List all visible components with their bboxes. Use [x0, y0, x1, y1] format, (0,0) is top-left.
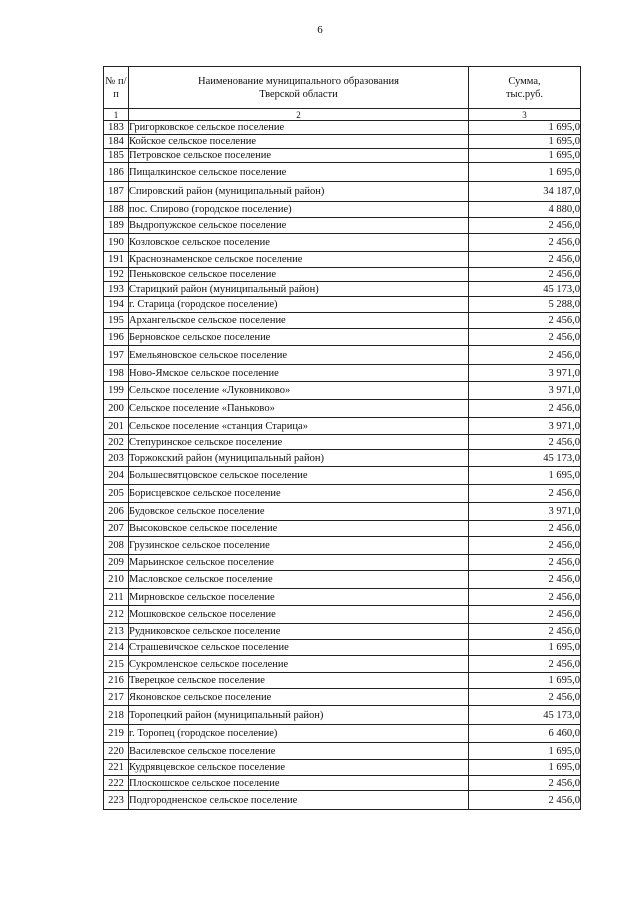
row-number: 217 [104, 689, 129, 706]
amount-value: 3 971,0 [469, 418, 581, 435]
table-row [104, 268, 581, 282]
municipality-name: Григорковское сельское поселение [129, 121, 469, 135]
row-number: 185 [104, 149, 129, 163]
amount-value: 2 456,0 [469, 234, 581, 252]
amount-value: 2 456,0 [469, 656, 581, 673]
row-number: 184 [104, 135, 129, 149]
municipality-name: Ново-Ямское сельское поселение [129, 365, 469, 382]
row-number: 194 [104, 297, 129, 313]
municipality-name: Старицкий район (муниципальный район) [129, 282, 469, 297]
table-row [104, 467, 581, 485]
amount-value: 2 456,0 [469, 555, 581, 571]
amount-value: 1 695,0 [469, 640, 581, 656]
municipality-name: Берновское сельское поселение [129, 329, 469, 346]
amount-value: 2 456,0 [469, 624, 581, 640]
row-number: 193 [104, 282, 129, 297]
municipality-name: пос. Спирово (городское поселение) [129, 202, 469, 218]
row-number: 221 [104, 760, 129, 776]
row-number: 189 [104, 218, 129, 234]
municipality-name: Подгородненское сельское поселение [129, 791, 469, 810]
municipality-name: Кудрявцевское сельское поселение [129, 760, 469, 776]
table-row [104, 234, 581, 252]
municipality-name: Сельское поселение «Паньково» [129, 400, 469, 418]
municipality-name: Торопецкий район (муниципальный район) [129, 706, 469, 725]
amount-value: 2 456,0 [469, 435, 581, 450]
table-row [104, 673, 581, 689]
municipality-name: Страшевичское сельское поселение [129, 640, 469, 656]
row-number: 192 [104, 268, 129, 282]
municipality-name: Торжокский район (муниципальный район) [129, 450, 469, 467]
amount-value: 45 173,0 [469, 706, 581, 725]
municipality-name: Козловское сельское поселение [129, 234, 469, 252]
municipality-name: Грузинское сельское поселение [129, 537, 469, 555]
amount-value: 2 456,0 [469, 606, 581, 624]
amount-value: 1 695,0 [469, 743, 581, 760]
amount-value: 2 456,0 [469, 218, 581, 234]
municipality-name: Яконовское сельское поселение [129, 689, 469, 706]
budget-table [103, 66, 581, 810]
municipality-name: Степуринское сельское поселение [129, 435, 469, 450]
table-row [104, 521, 581, 537]
municipality-name: Мирновское сельское поселение [129, 589, 469, 606]
header-sum-line2: тыс.руб. [505, 88, 544, 100]
amount-value: 2 456,0 [469, 537, 581, 555]
row-number: 209 [104, 555, 129, 571]
row-number: 191 [104, 252, 129, 268]
table-row [104, 182, 581, 202]
table-row [104, 776, 581, 791]
row-number: 201 [104, 418, 129, 435]
amount-value: 2 456,0 [469, 791, 581, 810]
municipality-name: г. Торопец (городское поселение) [129, 725, 469, 743]
table-row [104, 252, 581, 268]
amount-value: 2 456,0 [469, 346, 581, 365]
amount-value: 2 456,0 [469, 313, 581, 329]
municipality-name: Емельяновское сельское поселение [129, 346, 469, 365]
table-row [104, 149, 581, 163]
municipality-name: Сукромленское сельское поселение [129, 656, 469, 673]
table-row [104, 689, 581, 706]
amount-value: 2 456,0 [469, 485, 581, 503]
table-row [104, 503, 581, 521]
table-body [104, 121, 581, 810]
table-row [104, 297, 581, 313]
row-number: 206 [104, 503, 129, 521]
row-number: 205 [104, 485, 129, 503]
row-number: 220 [104, 743, 129, 760]
table-row [104, 282, 581, 297]
amount-value: 3 971,0 [469, 382, 581, 400]
table-header-row [104, 67, 581, 109]
row-number: 214 [104, 640, 129, 656]
municipality-name: Большесвятцовское сельское поселение [129, 467, 469, 485]
table-row [104, 400, 581, 418]
amount-value: 2 456,0 [469, 252, 581, 268]
row-number: 190 [104, 234, 129, 252]
row-number: 223 [104, 791, 129, 810]
municipality-name: Мошковское сельское поселение [129, 606, 469, 624]
header-sum [469, 67, 581, 109]
col-index-1: 1 [104, 109, 129, 121]
municipality-name: Петровское сельское поселение [129, 149, 469, 163]
row-number: 195 [104, 313, 129, 329]
table-row [104, 365, 581, 382]
municipality-name: Пеньковское сельское поселение [129, 268, 469, 282]
col-index-2: 2 [129, 109, 469, 121]
amount-value: 2 456,0 [469, 689, 581, 706]
table-row [104, 121, 581, 135]
amount-value: 1 695,0 [469, 673, 581, 689]
row-number: 207 [104, 521, 129, 537]
row-number: 188 [104, 202, 129, 218]
municipality-name: Василевское сельское поселение [129, 743, 469, 760]
row-number: 222 [104, 776, 129, 791]
municipality-name: Пищалкинское сельское поселение [129, 163, 469, 182]
table-row [104, 135, 581, 149]
table-row [104, 725, 581, 743]
amount-value: 1 695,0 [469, 467, 581, 485]
amount-value: 1 695,0 [469, 135, 581, 149]
amount-value: 2 456,0 [469, 571, 581, 589]
header-num-text: № п/п [105, 75, 127, 100]
table-row [104, 485, 581, 503]
municipality-name: Краснознаменское сельское поселение [129, 252, 469, 268]
amount-value: 3 971,0 [469, 503, 581, 521]
table-row [104, 760, 581, 776]
row-number: 199 [104, 382, 129, 400]
table-row [104, 555, 581, 571]
table-row [104, 640, 581, 656]
municipality-name: Плоскошское сельское поселение [129, 776, 469, 791]
amount-value: 2 456,0 [469, 589, 581, 606]
row-number: 196 [104, 329, 129, 346]
municipality-name: Высоковское сельское поселение [129, 521, 469, 537]
table-row [104, 418, 581, 435]
row-number: 218 [104, 706, 129, 725]
row-number: 208 [104, 537, 129, 555]
row-number: 197 [104, 346, 129, 365]
table-row [104, 571, 581, 589]
municipality-name: Спировский район (муниципальный район) [129, 182, 469, 202]
amount-value: 6 460,0 [469, 725, 581, 743]
table-row [104, 313, 581, 329]
col-index-3: 3 [469, 109, 581, 121]
table-row [104, 329, 581, 346]
municipality-name: Тверецкое сельское поселение [129, 673, 469, 689]
amount-value: 4 880,0 [469, 202, 581, 218]
row-number: 216 [104, 673, 129, 689]
header-num [104, 67, 129, 109]
row-number: 211 [104, 589, 129, 606]
header-name-line1: Наименование муниципального образования [198, 75, 399, 87]
row-number: 213 [104, 624, 129, 640]
row-number: 202 [104, 435, 129, 450]
amount-value: 45 173,0 [469, 282, 581, 297]
amount-value: 1 695,0 [469, 121, 581, 135]
amount-value: 1 695,0 [469, 760, 581, 776]
amount-value: 1 695,0 [469, 163, 581, 182]
row-number: 210 [104, 571, 129, 589]
column-index-row [104, 109, 581, 121]
amount-value: 2 456,0 [469, 329, 581, 346]
municipality-name: Марьинское сельское поселение [129, 555, 469, 571]
table-row [104, 606, 581, 624]
row-number: 215 [104, 656, 129, 673]
row-number: 186 [104, 163, 129, 182]
table-row [104, 589, 581, 606]
table-row [104, 218, 581, 234]
table-row [104, 450, 581, 467]
table-row [104, 382, 581, 400]
municipality-name: Будовское сельское поселение [129, 503, 469, 521]
row-number: 200 [104, 400, 129, 418]
municipality-name: Масловское сельское поселение [129, 571, 469, 589]
row-number: 187 [104, 182, 129, 202]
table-row [104, 435, 581, 450]
municipality-name: Койское сельское поселение [129, 135, 469, 149]
table-row [104, 656, 581, 673]
amount-value: 45 173,0 [469, 450, 581, 467]
amount-value: 2 456,0 [469, 776, 581, 791]
row-number: 204 [104, 467, 129, 485]
table-row [104, 791, 581, 810]
table-row [104, 624, 581, 640]
amount-value: 1 695,0 [469, 149, 581, 163]
municipality-name: г. Старица (городское поселение) [129, 297, 469, 313]
table-row [104, 743, 581, 760]
municipality-name: Архангельское сельское поселение [129, 313, 469, 329]
header-name-line2: Тверской области [259, 88, 338, 100]
municipality-name: Сельское поселение «станция Старица» [129, 418, 469, 435]
table-row [104, 163, 581, 182]
row-number: 212 [104, 606, 129, 624]
amount-value: 5 288,0 [469, 297, 581, 313]
header-name [129, 67, 469, 109]
amount-value: 2 456,0 [469, 400, 581, 418]
municipality-name: Борисцевское сельское поселение [129, 485, 469, 503]
amount-value: 34 187,0 [469, 182, 581, 202]
row-number: 198 [104, 365, 129, 382]
table-row [104, 537, 581, 555]
page-number: 6 [317, 24, 323, 36]
municipality-name: Сельское поселение «Луковниково» [129, 382, 469, 400]
table-row [104, 706, 581, 725]
amount-value: 2 456,0 [469, 268, 581, 282]
municipality-name: Рудниковское сельское поселение [129, 624, 469, 640]
row-number: 219 [104, 725, 129, 743]
row-number: 203 [104, 450, 129, 467]
table-row [104, 346, 581, 365]
row-number: 183 [104, 121, 129, 135]
municipality-name: Выдропужское сельское поселение [129, 218, 469, 234]
table-row [104, 202, 581, 218]
header-sum-line1: Сумма, [508, 75, 541, 87]
amount-value: 3 971,0 [469, 365, 581, 382]
amount-value: 2 456,0 [469, 521, 581, 537]
